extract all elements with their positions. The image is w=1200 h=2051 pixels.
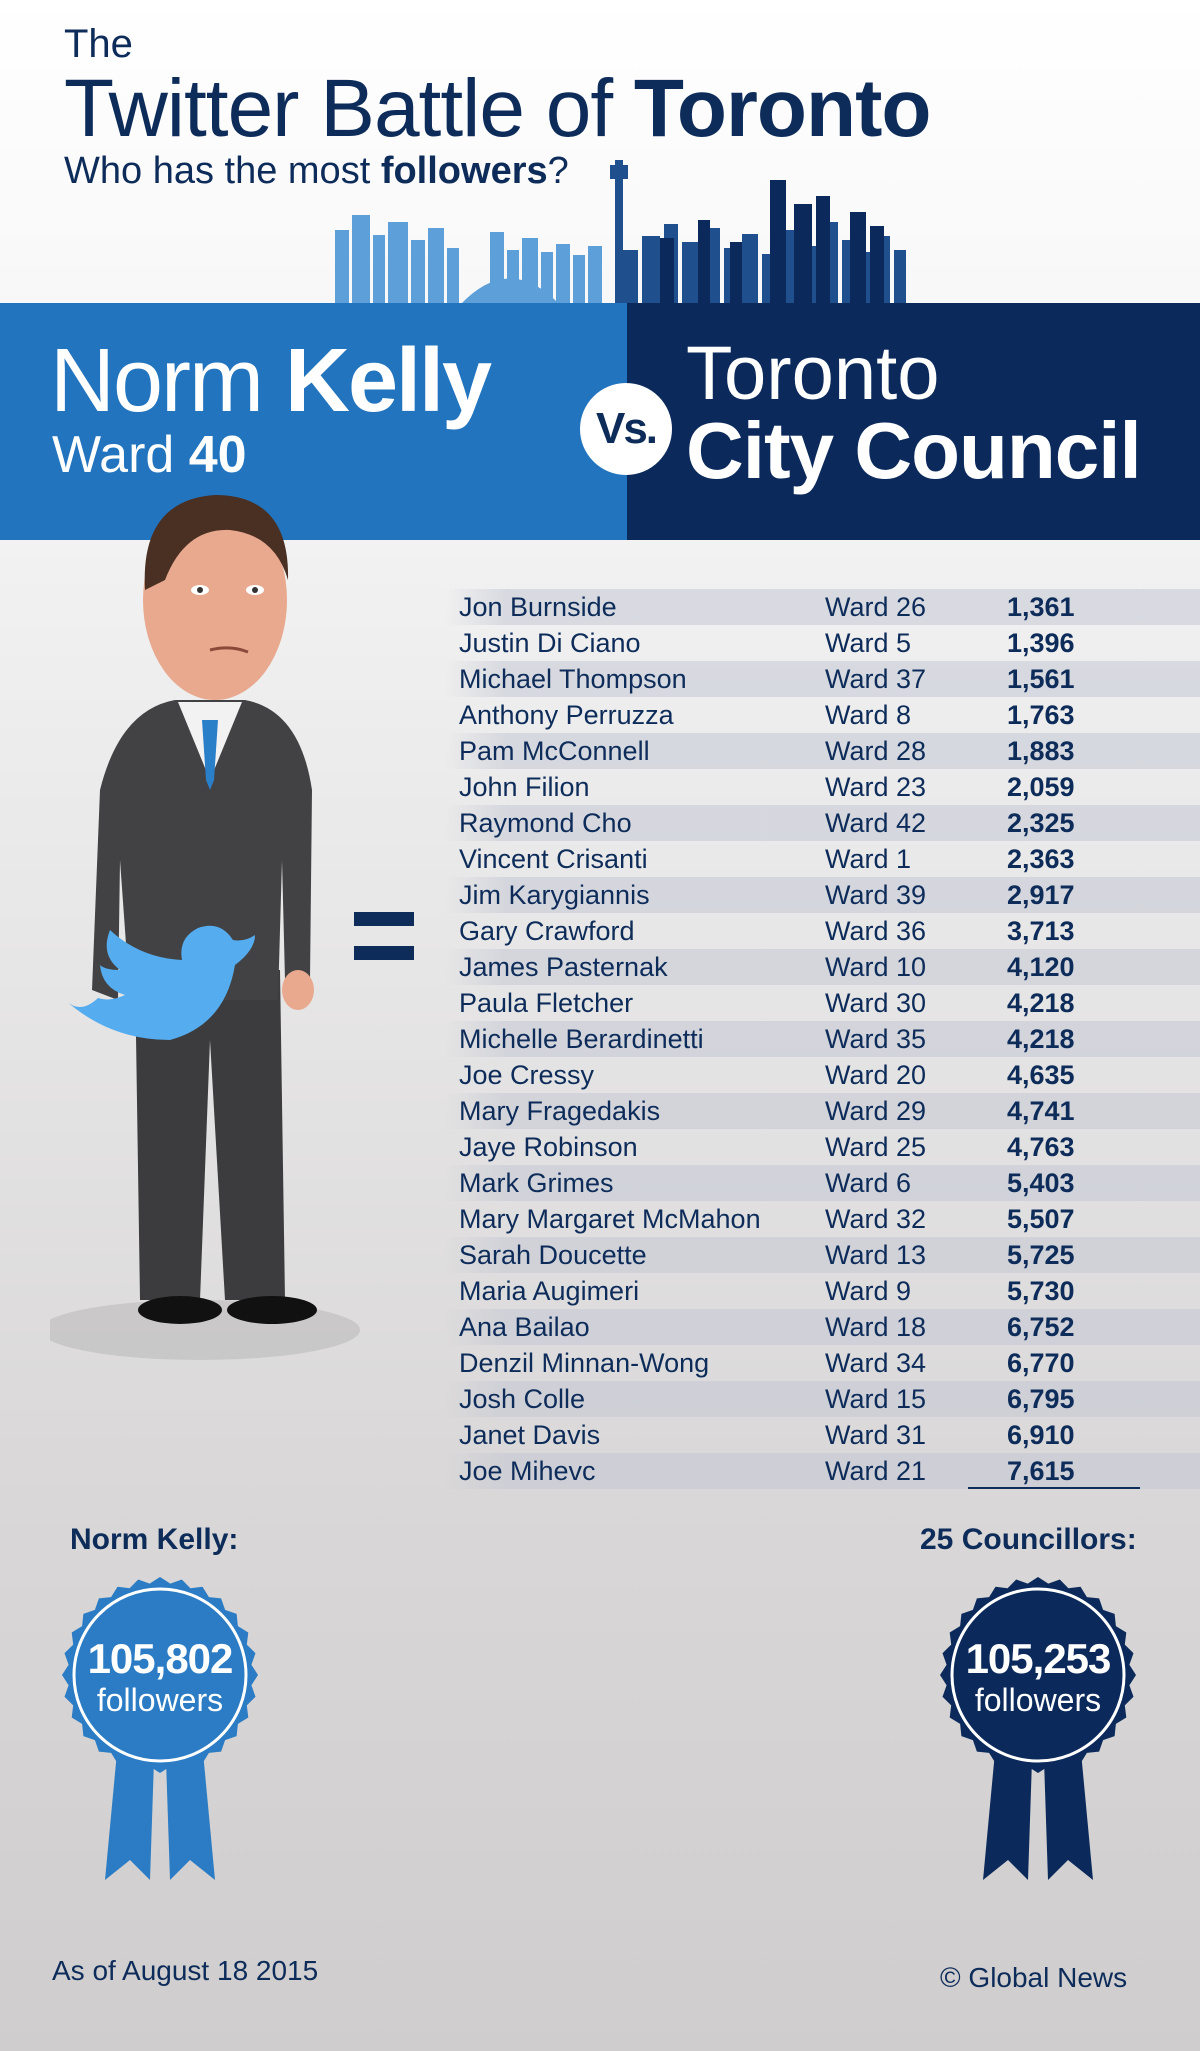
councillor-followers: 5,730: [1007, 1276, 1075, 1306]
councillor-followers: 5,725: [1007, 1240, 1075, 1270]
councillor-followers: 1,883: [1007, 736, 1075, 766]
table-row: [445, 985, 1200, 1021]
table-row: [445, 625, 1200, 661]
councillor-ward: Ward 35: [825, 1024, 927, 1054]
councillor-ward: Ward 39: [825, 880, 927, 910]
councillor-name: Paula Fletcher: [459, 988, 634, 1018]
table-row: [445, 1201, 1200, 1237]
councillor-ward: Ward 34: [825, 1348, 927, 1378]
councillor-name: Joe Mihevc: [459, 1456, 596, 1486]
city-council-label: City Council: [686, 406, 1141, 495]
councillor-name: Sarah Doucette: [459, 1240, 647, 1270]
councillor-name: Jim Karygiannis: [459, 880, 650, 910]
councillor-name: Josh Colle: [459, 1384, 586, 1414]
table-row: [445, 1381, 1200, 1417]
table-row: [445, 1237, 1200, 1273]
councillor-followers: 2,325: [1007, 808, 1075, 838]
councillor-table: [445, 589, 1200, 1489]
council-total-label: 25 Councillors:: [920, 1523, 1137, 1556]
councillor-ward: Ward 30: [825, 988, 927, 1018]
table-row: [445, 1417, 1200, 1453]
councillor-followers: 6,770: [1007, 1348, 1075, 1378]
table-row: [445, 661, 1200, 697]
title-regular: Twitter Battle of: [64, 63, 634, 154]
total-underline: [968, 1487, 1140, 1489]
councillor-followers: 1,396: [1007, 628, 1075, 658]
councillor-name: Jaye Robinson: [459, 1132, 638, 1162]
versus-badge: Vs.: [580, 383, 672, 475]
councillor-ward: Ward 20: [825, 1060, 927, 1090]
councillor-name: Michael Thompson: [459, 664, 687, 694]
councillor-ward: Ward 31: [825, 1420, 927, 1450]
ward-number: 40: [188, 426, 247, 484]
councillor-followers: 4,218: [1007, 1024, 1075, 1054]
subtitle-pre: Who has the most: [64, 150, 381, 192]
as-of-date: As of August 18 2015: [52, 1955, 319, 1986]
norm-followers-badge: [50, 1570, 270, 1890]
councillor-followers: 1,361: [1007, 592, 1075, 622]
table-row: [445, 1021, 1200, 1057]
councillor-ward: Ward 8: [825, 700, 912, 730]
councillor-followers: 2,059: [1007, 772, 1075, 802]
councillor-followers: 3,713: [1007, 916, 1075, 946]
councillor-name: James Pasternak: [459, 952, 668, 982]
councillor-followers: 4,218: [1007, 988, 1075, 1018]
councillor-name: Gary Crawford: [459, 916, 635, 946]
table-row: [445, 733, 1200, 769]
rosette-icon: [50, 1570, 270, 1890]
councillor-followers: 4,763: [1007, 1132, 1075, 1162]
norm-total-label: Norm Kelly:: [70, 1523, 239, 1556]
councillor-name: Joe Cressy: [459, 1060, 595, 1090]
table-row: [445, 1165, 1200, 1201]
page-title: [64, 62, 930, 156]
councillor-name: Jon Burnside: [459, 592, 617, 622]
councillor-name: Mark Grimes: [459, 1168, 614, 1198]
council-followers-count: 105,253: [965, 1635, 1111, 1682]
councillor-ward: Ward 13: [825, 1240, 927, 1270]
councillor-name: Janet Davis: [459, 1420, 601, 1450]
councillor-ward: Ward 6: [825, 1168, 912, 1198]
councillor-name: Maria Augimeri: [459, 1276, 640, 1306]
councillor-name: Mary Margaret McMahon: [459, 1204, 761, 1234]
table-row: [445, 877, 1200, 913]
councillor-ward: Ward 36: [825, 916, 927, 946]
table-row: [445, 1309, 1200, 1345]
table-row: [445, 1129, 1200, 1165]
councillor-followers: 4,741: [1007, 1096, 1075, 1126]
councillor-followers: 7,615: [1007, 1456, 1075, 1486]
councillor-followers: 5,507: [1007, 1204, 1075, 1234]
equals-bar-top: [354, 912, 414, 926]
councillor-name: Pam McConnell: [459, 736, 650, 766]
table-row: [445, 1057, 1200, 1093]
norm-kelly-caricature: [50, 480, 370, 1380]
councillor-followers: 6,752: [1007, 1312, 1075, 1342]
toronto-label: Toronto: [686, 331, 940, 416]
norm-first: Norm: [50, 331, 285, 431]
councillor-ward: Ward 26: [825, 592, 927, 622]
council-followers-unit: followers: [974, 1682, 1102, 1718]
header-the: The: [64, 22, 133, 66]
councillor-name: Raymond Cho: [459, 808, 632, 838]
table-row: [445, 697, 1200, 733]
councillor-name: Anthony Perruzza: [459, 700, 674, 730]
councillor-name: Denzil Minnan-Wong: [459, 1348, 710, 1378]
councillor-ward: Ward 10: [825, 952, 927, 982]
councillor-ward: Ward 15: [825, 1384, 927, 1414]
table-row: [445, 769, 1200, 805]
norm-kelly-ward: [52, 425, 247, 485]
ward-word: Ward: [52, 426, 189, 484]
table-row: [445, 805, 1200, 841]
councillor-ward: Ward 37: [825, 664, 927, 694]
councillor-followers: 4,120: [1007, 952, 1075, 982]
table-row: [445, 949, 1200, 985]
councillor-name: Michelle Berardinetti: [459, 1024, 704, 1054]
table-row: [445, 1093, 1200, 1129]
councillor-ward: Ward 18: [825, 1312, 927, 1342]
councillor-followers: 5,403: [1007, 1168, 1075, 1198]
table-row: [445, 841, 1200, 877]
title-bold: Toronto: [633, 63, 931, 154]
equals-sign: [354, 912, 414, 964]
table-row: [445, 1345, 1200, 1381]
rosette-icon: [928, 1570, 1148, 1890]
norm-last: Kelly: [285, 331, 491, 431]
table-row: [445, 1453, 1200, 1489]
councillor-ward: Ward 9: [825, 1276, 912, 1306]
councillor-ward: Ward 42: [825, 808, 927, 838]
councillor-followers: 2,917: [1007, 880, 1075, 910]
councillor-followers: 1,561: [1007, 664, 1075, 694]
councillor-followers: 1,763: [1007, 700, 1075, 730]
councillor-ward: Ward 28: [825, 736, 927, 766]
table-row: [445, 1273, 1200, 1309]
councillor-ward: Ward 5: [825, 628, 912, 658]
councillor-followers: 4,635: [1007, 1060, 1075, 1090]
councillor-name: Ana Bailao: [459, 1312, 590, 1342]
norm-followers-count: 105,802: [87, 1635, 233, 1682]
subtitle-bold: followers: [380, 150, 548, 192]
councillor-name: Justin Di Ciano: [459, 628, 641, 658]
norm-kelly-name: [50, 330, 490, 433]
table-row: [445, 589, 1200, 625]
councillor-followers: 6,795: [1007, 1384, 1075, 1414]
councillor-ward: Ward 23: [825, 772, 927, 802]
councillor-followers: 6,910: [1007, 1420, 1075, 1450]
council-followers-badge: [928, 1570, 1148, 1890]
councillor-ward: Ward 29: [825, 1096, 927, 1126]
subtitle-post: ?: [547, 150, 569, 192]
councillor-name: Mary Fragedakis: [459, 1096, 661, 1126]
councillor-followers: 2,363: [1007, 844, 1075, 874]
equals-bar-bottom: [354, 946, 414, 960]
councillor-name: John Filion: [459, 772, 590, 802]
councillor-ward: Ward 1: [825, 844, 912, 874]
table-row: [445, 913, 1200, 949]
councillor-ward: Ward 21: [825, 1456, 927, 1486]
councillor-name: Vincent Crisanti: [459, 844, 648, 874]
councillor-ward: Ward 32: [825, 1204, 927, 1234]
toronto-skyline-illustration: [0, 160, 1200, 305]
copyright-credit: © Global News: [940, 1962, 1128, 1993]
norm-followers-unit: followers: [96, 1682, 224, 1718]
councillor-ward: Ward 25: [825, 1132, 927, 1162]
